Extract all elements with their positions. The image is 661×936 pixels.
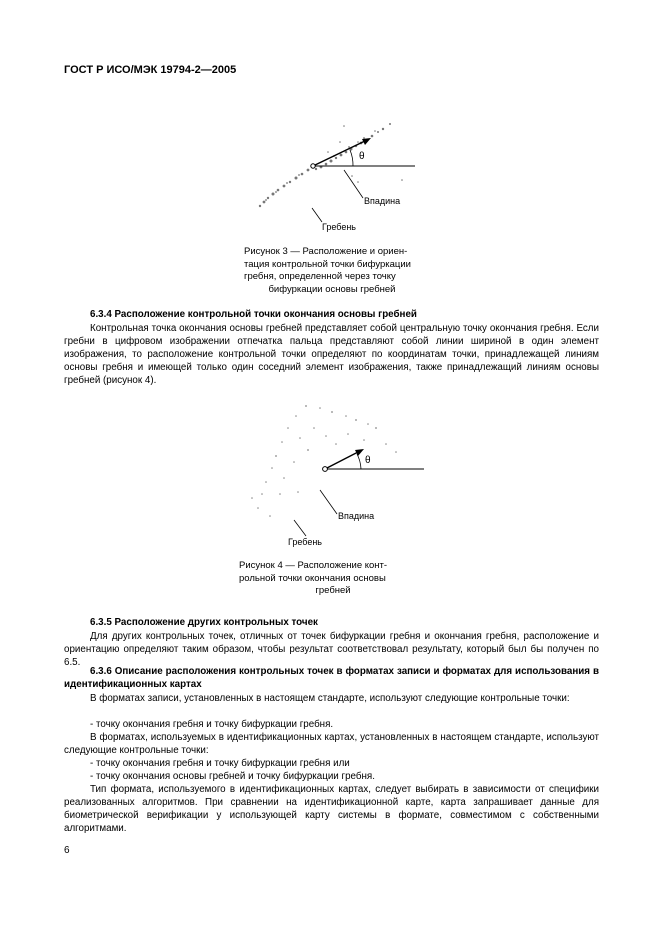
section-6-3-5-heading: 6.3.5 Расположение других контрольных точек (90, 617, 318, 628)
caption-line: рольной точки окончания основы (239, 572, 386, 584)
ridge-label: Гребень (288, 537, 322, 547)
section-6-3-6-p4: - точку окончания гребня и точку бифуркации гребня или (90, 758, 350, 769)
figure-4-caption (239, 560, 427, 598)
section-6-3-6-p2: - точку окончания гребня и точку бифуркации гребня. (90, 719, 334, 730)
valley-label: Впадина (364, 196, 401, 206)
caption-line: гребней (315, 585, 351, 596)
caption-line: бифуркации основы гребней (268, 283, 396, 295)
valley-leader (344, 170, 363, 198)
angle-arc (350, 150, 353, 166)
caption-line: тация контрольной точки бифуркации (244, 258, 411, 270)
ridge-label: Гребень (322, 222, 356, 232)
section-6-3-6-p3: В форматах, используемых в идентификационных картах, установленных в настоящем стандарте, используют следующие контрольные точки: (64, 732, 599, 756)
section-6-3-6-p1: В форматах записи, установленных в настоящем стандарте, используют следующие контрольные точки: (90, 693, 570, 704)
section-6-3-6-p5: - точку окончания основы гребней и точку бифуркации гребня. (90, 771, 375, 782)
valley-label: Впадина (338, 511, 375, 521)
standard-header: ГОСТ Р ИСО/МЭК 19794-2—2005 (64, 64, 237, 76)
caption-line: гребня, определенной через точку (244, 271, 396, 282)
section-6-3-5-text: Для других контрольных точек, отличных от точек бифуркации гребня и окончания гребня, расположение и ориентацию определяют таким образом, чтобы результат соответствовал результату, который был бы получен по 6.5. (64, 631, 599, 668)
valley-leader (320, 490, 337, 514)
angle-symbol: θ (365, 455, 371, 466)
section-6-3-6-p6: Тип формата, используемого в идентификационных картах, следует выбирать в зависимости от специфики реализованных алгоритмов. При сравнении на идентификационной карте, карта запрашивает данные для биометрической верификации у использующей карту системы в формате, совместимом с собственными алгоритмами. (64, 784, 599, 834)
section-6-3-6-heading: 6.3.6 Описание расположения контрольных точек в форматах записи и форматах для использования в идентификационных картах (64, 666, 599, 690)
figure-4-ridge-ending-diagram (236, 398, 436, 548)
section-6-3-4-text: Контрольная точка окончания основы гребней представляет собой центральную точку окончания гребня. Если гребни в цифровом изображении отпечатка пальца представляют собой линии шириной в один элемент изображения, то расположение контрольной точки определяют по координатам точки, принадлежащей линиям основы гребня и имеющей только один соседний элемент изображения, также принадлежащий линиям основы гребней (рисунок 4). (64, 323, 599, 386)
ridge-leader (294, 520, 306, 536)
caption-line: Рисунок 4 — Расположение конт- (239, 560, 388, 571)
angle-arc (357, 454, 361, 469)
caption-line: Рисунок 3 — Расположение и ориен- (244, 246, 408, 257)
figure-3-caption (244, 246, 420, 296)
direction-arrow (325, 451, 360, 469)
arrow-head (362, 138, 371, 145)
ridge-ending-point (323, 467, 328, 472)
ridge-leader (312, 208, 322, 222)
angle-symbol: θ (359, 151, 365, 162)
page-number: 6 (64, 845, 70, 856)
scattered-dots (251, 405, 397, 517)
bifurcation-point (311, 164, 315, 168)
figure-3-bifurcation-diagram (240, 112, 440, 242)
section-6-3-4-heading: 6.3.4 Расположение контрольной точки окончания основы гребней (90, 309, 417, 320)
arrow-head (355, 449, 364, 456)
